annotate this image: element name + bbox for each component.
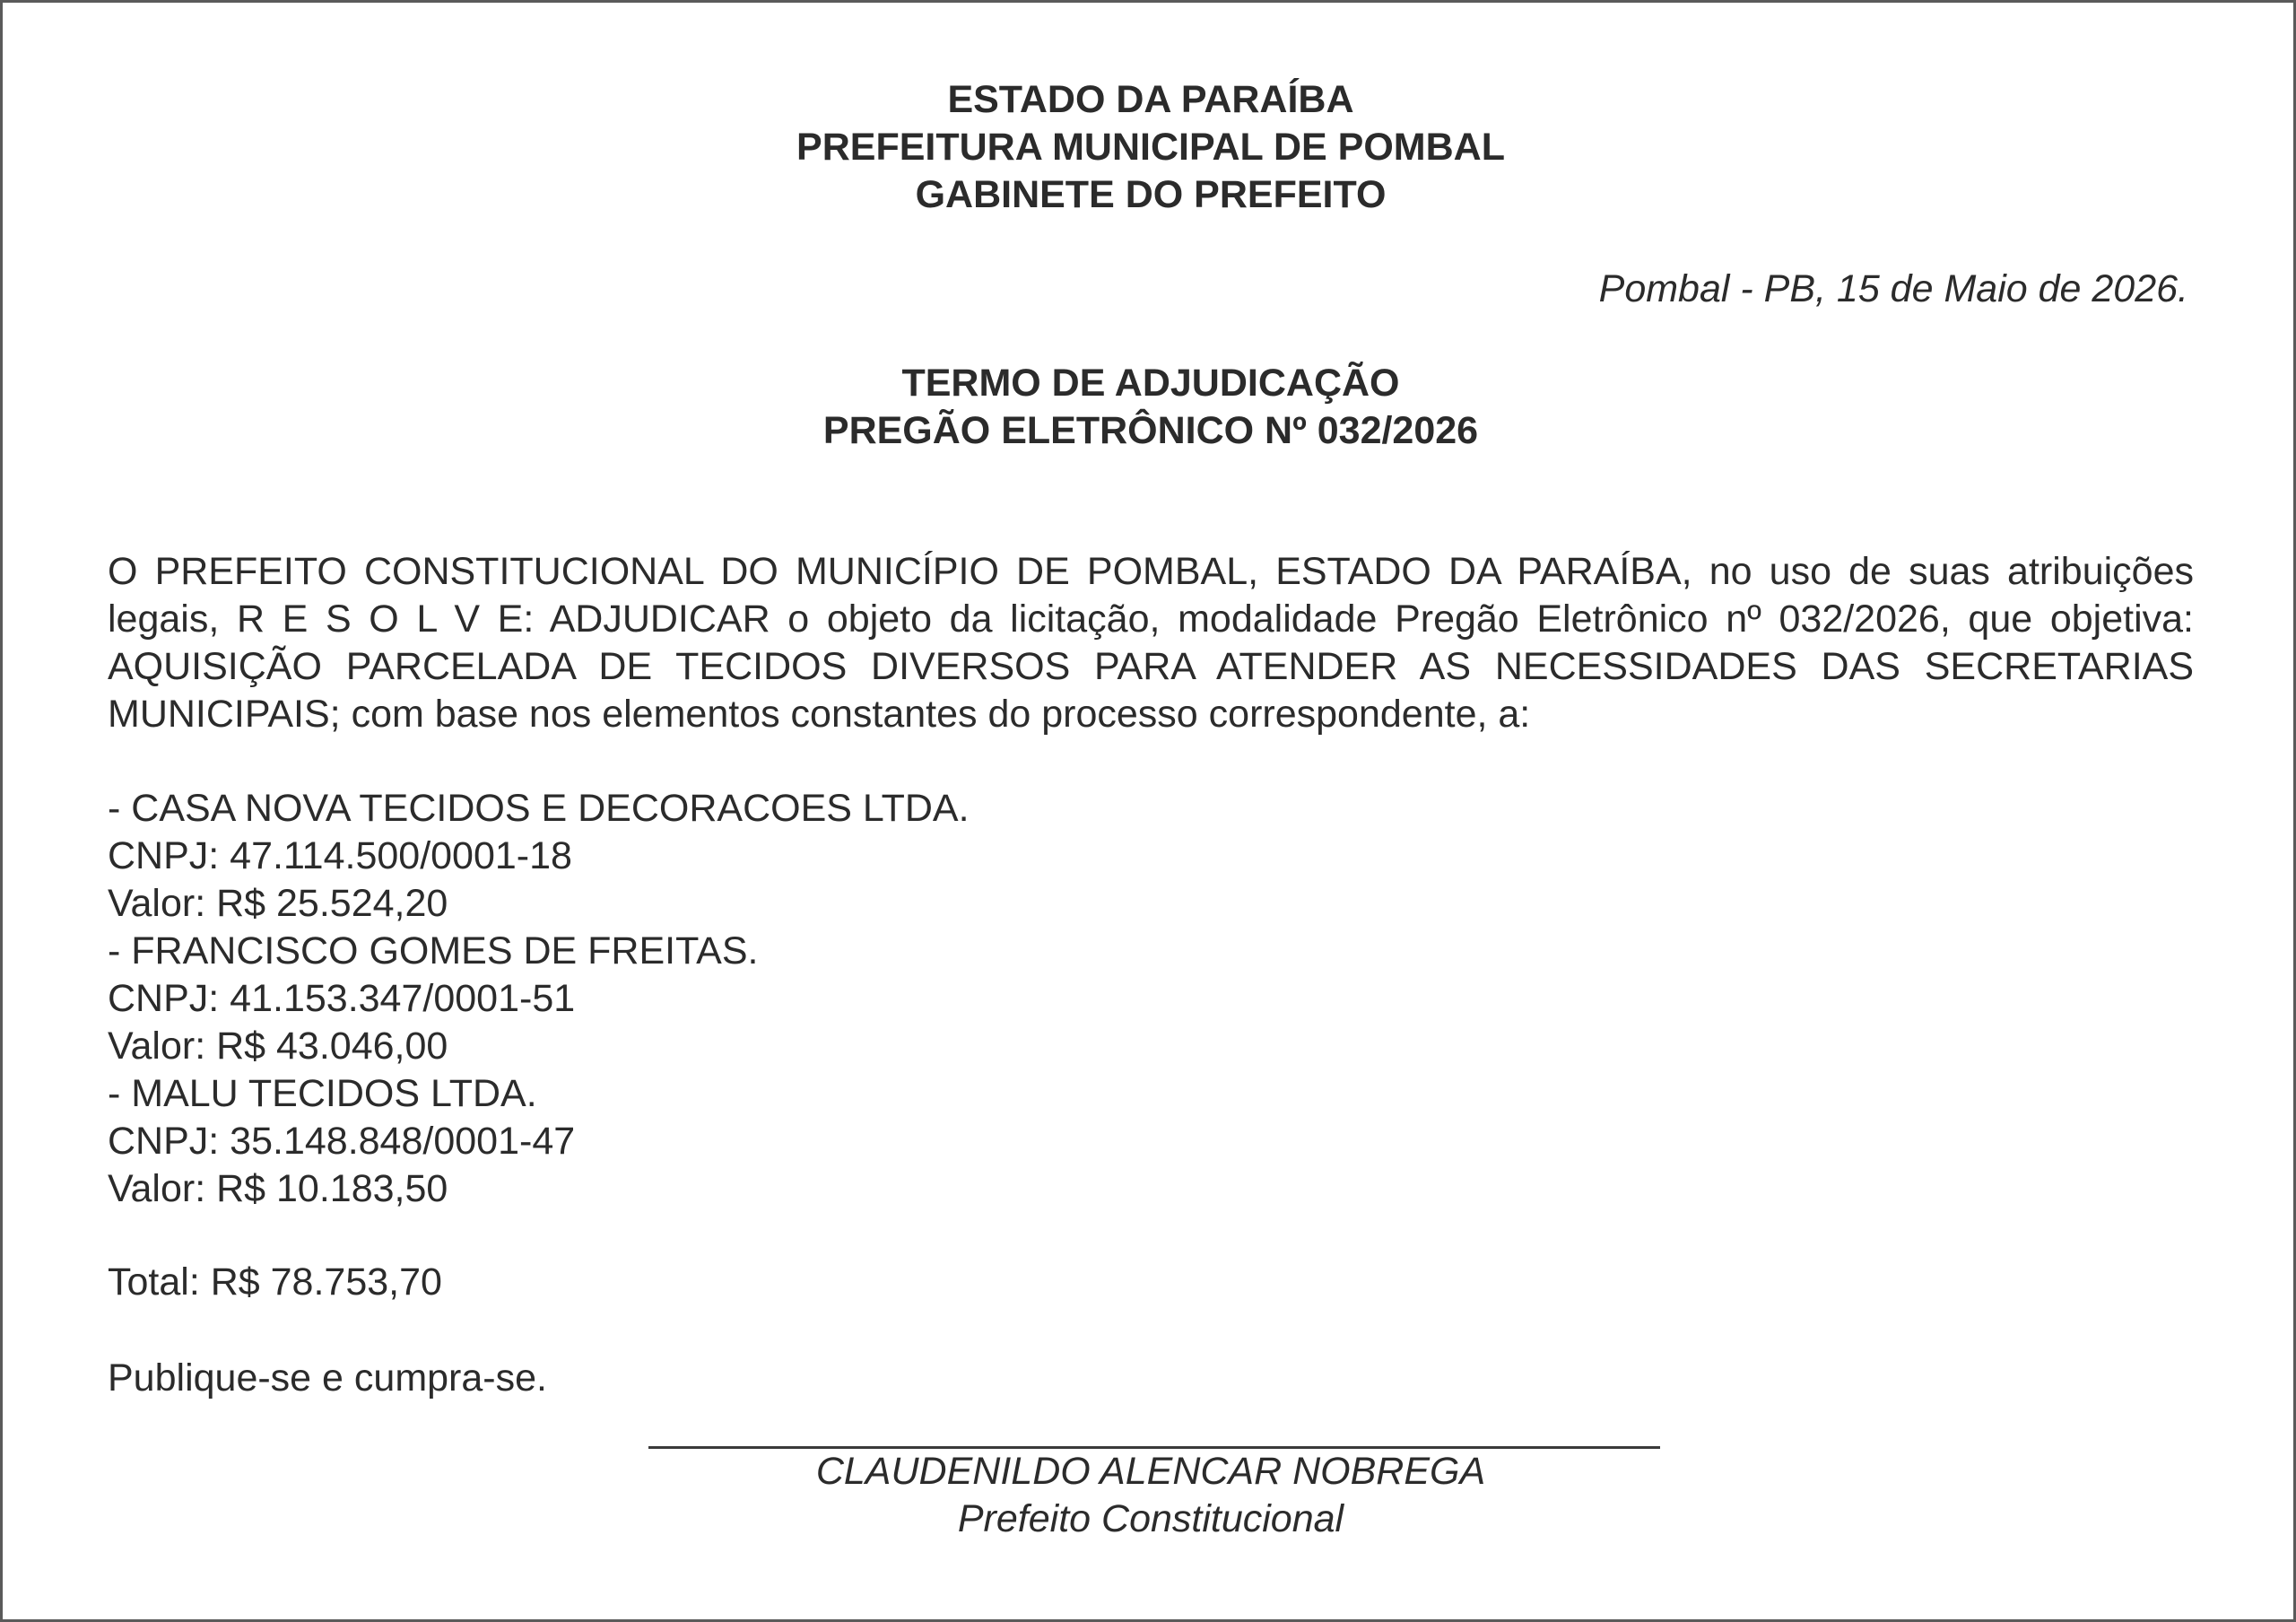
company-3-cnpj: CNPJ: 35.148.848/0001-47 xyxy=(108,1120,576,1163)
header-office: GABINETE DO PREFEITO xyxy=(915,173,1387,216)
document-header xyxy=(3,76,2296,219)
company-1-name: - CASA NOVA TECIDOS E DECORACOES LTDA. xyxy=(108,787,970,830)
title-auction: PREGÃO ELETRÔNICO Nº 032/2026 xyxy=(822,409,1479,452)
total-value: Total: R$ 78.753,70 xyxy=(108,1260,442,1304)
company-3-name: - MALU TECIDOS LTDA. xyxy=(108,1072,537,1115)
company-1-value: Valor: R$ 25.524,20 xyxy=(108,882,448,925)
company-1-cnpj: CNPJ: 47.114.500/0001-18 xyxy=(108,834,572,877)
company-2-value: Valor: R$ 43.046,00 xyxy=(108,1025,448,1068)
company-3-value: Valor: R$ 10.183,50 xyxy=(108,1167,448,1210)
awarded-companies-list xyxy=(108,785,970,1213)
signatory-name: CLAUDENILDO ALENCAR NOBREGA xyxy=(815,1450,1486,1493)
document-date: Pombal - PB, 15 de Maio de 2026. xyxy=(1598,267,2188,310)
header-city-hall: PREFEITURA MUNICIPAL DE POMBAL xyxy=(796,126,1505,169)
title-term: TERMO DE ADJUDICAÇÃO xyxy=(901,362,1400,405)
closing-statement: Publique-se e cumpra-se. xyxy=(108,1356,547,1400)
document-title xyxy=(3,360,2296,455)
company-2-cnpj: CNPJ: 41.153.347/0001-51 xyxy=(108,977,576,1020)
header-state: ESTADO DA PARAÍBA xyxy=(947,78,1354,121)
signatory-role: Prefeito Constitucional xyxy=(957,1497,1344,1540)
body-paragraph: O PREFEITO CONSTITUCIONAL DO MUNICÍPIO DE POMBAL, ESTADO DA PARAÍBA, no uso de suas atribuições legais, R E S O L V E: ADJUDICAR o objeto da licitação, modalidade Pregão Eletrônico nº 032/2026, que objetiva: AQUISIÇÃO PARCELADA DE TECIDOS DIVERSOS PARA ATENDER AS NECESSIDADES DAS SECRETARIAS MUNICIPAIS; com base nos elementos constantes do processo correspondente, a: xyxy=(108,550,2194,736)
company-2-name: - FRANCISCO GOMES DE FREITAS. xyxy=(108,929,759,972)
signature-block xyxy=(3,1448,2296,1543)
